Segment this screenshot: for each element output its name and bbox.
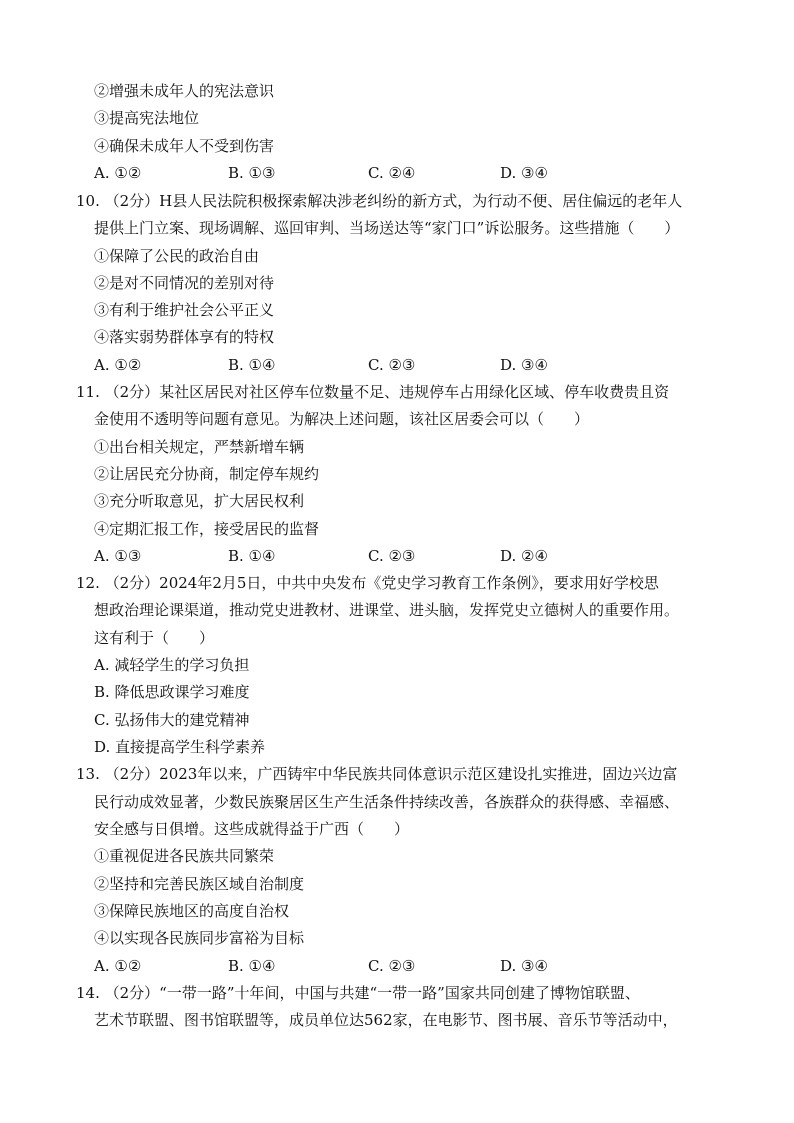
q11-option-d: D. ②④ (500, 547, 548, 565)
q12-option-a: A. 减轻学生的学习负担 (94, 656, 250, 674)
q10-statement-2: ②是对不同情况的差别对待 (94, 274, 275, 292)
q11-statement-4: ④定期汇报工作，接受居民的监督 (94, 520, 320, 538)
q10-option-a: A. ①② (94, 356, 142, 374)
q13-option-a: A. ①② (94, 957, 142, 975)
q13-stem-line2: 民行动成效显著，少数民族聚居区生产生活条件持续改善，各族群众的获得感、幸福感、 (94, 793, 680, 811)
q13-statement-3: ③保障民族地区的高度自治权 (94, 902, 290, 920)
q13-statement-4: ④以实现各民族同步富裕为目标 (94, 929, 305, 947)
q9-statement-4: ④确保未成年人不受到伤害 (94, 137, 275, 155)
q12-stem-line3: 这有利于（ ） (94, 629, 215, 647)
q14-stem-line2: 艺术节联盟、图书馆联盟等，成员单位达562家，在电影节、图书展、音乐节等活动中， (94, 1011, 678, 1029)
q11-option-a: A. ①③ (94, 547, 142, 565)
q10-statement-4: ④落实弱势群体享有的特权 (94, 328, 275, 346)
q10-statement-1: ①保障了公民的政治自由 (94, 247, 260, 265)
q11-stem-line1: 11. （2分）某社区居民对社区停车位数量不足、违规停车占用绿化区域、停车收费贵且资 (76, 383, 670, 401)
q14-stem-line1: 14. （2分）“一带一路”十年间，中国与共建“一带一路”国家共同创建了博物馆联盟、 (76, 984, 640, 1002)
q9-option-b: B. ①③ (228, 164, 276, 182)
q12-stem-line2: 想政治理论课渠道，推动党史进教材、进课堂、进头脑，发挥党史立德树人的重要作用。 (94, 601, 680, 619)
q11-statement-2: ②让居民充分协商，制定停车规约 (94, 465, 320, 483)
q12-option-b: B. 降低思政课学习难度 (94, 683, 250, 701)
q10-option-d: D. ③④ (500, 356, 548, 374)
q10-statement-3: ③有利于维护社会公平正义 (94, 301, 275, 319)
q13-option-c: C. ②③ (368, 957, 416, 975)
q11-option-c: C. ②③ (368, 547, 416, 565)
q10-option-b: B. ①④ (228, 356, 276, 374)
q12-option-d: D. 直接提高学生科学素养 (94, 738, 266, 756)
q13-option-b: B. ①④ (228, 957, 276, 975)
q10-stem-line2: 提供上门立案、现场调解、巡回审判、当场送达等“家门口”诉讼服务。这些措施（ ） (94, 219, 680, 237)
q11-option-b: B. ①④ (228, 547, 276, 565)
q13-stem-line3: 安全感与日俱增。这些成就得益于广西（ ） (94, 820, 410, 838)
q13-stem-line1: 13. （2分）2023年以来，广西铸牢中华民族共同体意识示范区建设扎实推进，固边兴边富 (76, 765, 678, 783)
q11-statement-3: ③充分听取意见，扩大居民权利 (94, 492, 305, 510)
q11-statement-1: ①出台相关规定，严禁新增车辆 (94, 438, 305, 456)
q9-option-d: D. ③④ (500, 164, 548, 182)
q9-statement-3: ③提高宪法地位 (94, 109, 200, 127)
q9-statement-2: ②增强未成年人的宪法意识 (94, 82, 275, 100)
q10-stem-line1: 10. （2分）H县人民法院积极探索解决涉老纠纷的新方式，为行动不便、居住偏远的老年人 (76, 192, 683, 210)
q12-option-c: C. 弘扬伟大的建党精神 (94, 711, 250, 729)
q10-option-c: C. ②③ (368, 356, 416, 374)
q13-statement-1: ①重视促进各民族共同繁荣 (94, 847, 275, 865)
q11-stem-line2: 金使用不透明等问题有意见。为解决上述问题，该社区居委会可以（ ） (94, 410, 590, 428)
q9-option-c: C. ②④ (368, 164, 416, 182)
q12-stem-line1: 12. （2分）2024年2月5日，中共中央发布《党史学习教育工作条例》，要求用好学校思 (76, 574, 659, 592)
q13-statement-2: ②坚持和完善民族区域自治制度 (94, 875, 305, 893)
q13-option-d: D. ③④ (500, 957, 548, 975)
q9-option-a: A. ①② (94, 164, 142, 182)
